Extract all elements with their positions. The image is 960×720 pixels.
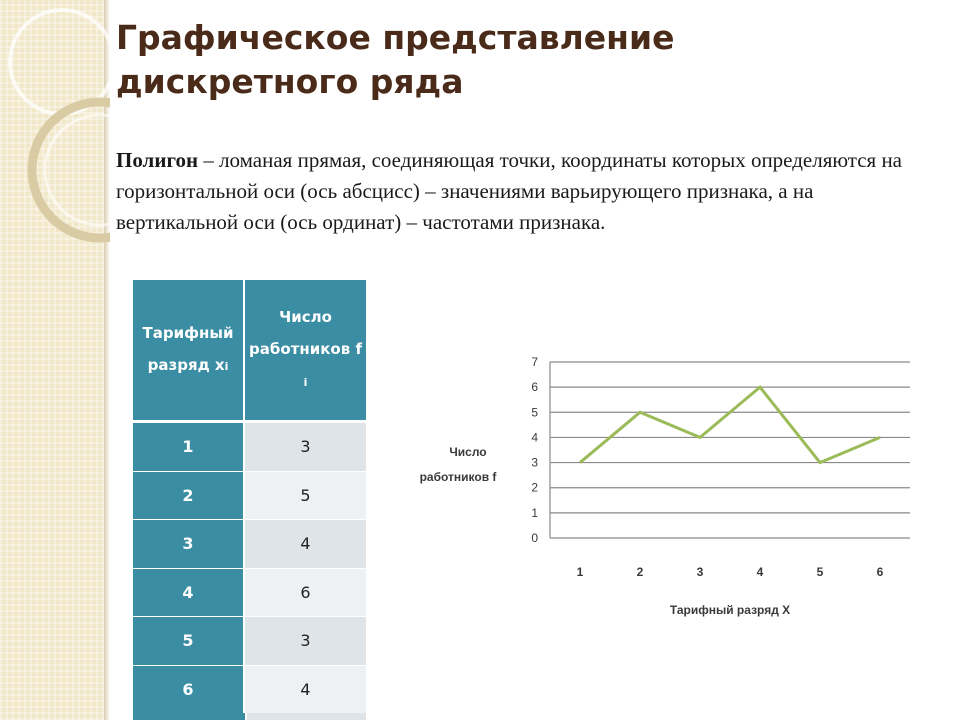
decorative-rings [0, 0, 110, 260]
y-tick-label: 0 [531, 531, 538, 545]
page-title: Графическое представление дискретного ряда [116, 18, 675, 101]
y-axis-label-line-2: работников f [419, 470, 497, 484]
chart-grid [550, 362, 910, 538]
y-tick-labels [531, 355, 538, 545]
y-tick-label: 2 [531, 480, 538, 495]
x-tick-label: 3 [696, 565, 704, 579]
table-row: 3 4 [133, 520, 366, 569]
x-tick-label: 1 [576, 565, 584, 579]
x-tick-label: 6 [876, 565, 884, 579]
table-cut-row [133, 713, 366, 720]
x-axis-label: Тарифный разряд Х [669, 603, 791, 617]
y-tick-label: 6 [531, 380, 538, 395]
y-axis-label-line-1: Число [449, 445, 487, 459]
x-tick-label: 4 [756, 565, 764, 579]
table-row: 2 5 [133, 472, 366, 521]
y-tick-label: 7 [531, 355, 538, 369]
x-tick-labels [577, 565, 884, 579]
definition-term: Полигон [116, 148, 199, 172]
header-workers: Число работников f i [245, 280, 366, 423]
header-grade: Тарифный разряд xi [133, 280, 245, 423]
y-tick-label: 3 [531, 455, 538, 470]
table-row: 4 6 [133, 569, 366, 618]
x-tick-label: 2 [636, 565, 644, 579]
table-row: 1 3 [133, 423, 366, 472]
polygon-definition [116, 145, 936, 238]
y-tick-label: 4 [531, 430, 538, 445]
definition-text: – ломаная прямая, соединяющая точки, координаты которых определяются на горизонтальной оси (ось абсцисс) – значениями варьирующего признака, а на вертикальной оси (ось ординат) – частотами признака. [116, 148, 903, 234]
y-tick-label: 1 [531, 505, 538, 520]
frequency-table [133, 280, 366, 714]
polygon-chart [400, 340, 940, 640]
y-tick-label: 5 [531, 405, 538, 420]
series-line [580, 387, 880, 462]
table-row: 5 3 [133, 617, 366, 666]
table-row: 6 4 [133, 666, 366, 715]
x-tick-label: 5 [816, 565, 824, 579]
